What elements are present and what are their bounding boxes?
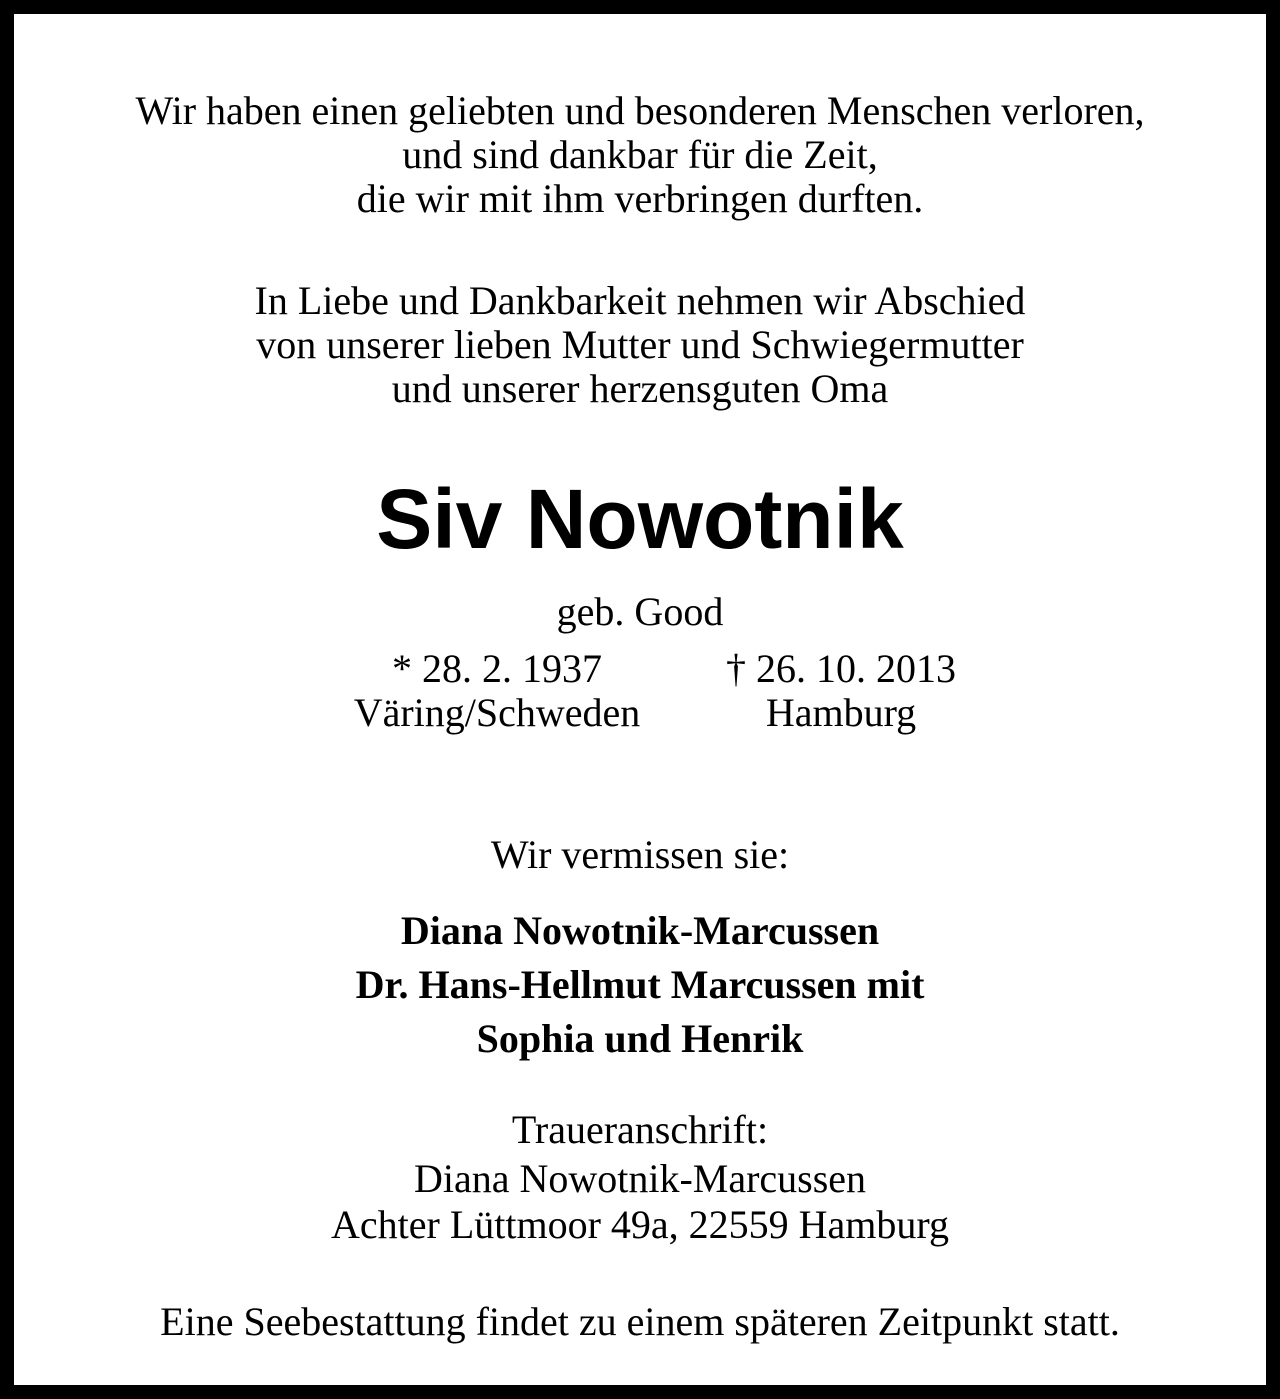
farewell-line: und unserer herzensguten Oma [391, 366, 889, 411]
death-info [631, 647, 1051, 735]
birth-date: * 28. 2. 1937 [392, 646, 602, 691]
mourners-heading: Wir vermissen sie: [490, 832, 790, 877]
mourner-line: Sophia und Henrik [476, 1016, 804, 1061]
burial-note: Eine Seebestattung findet zu einem späteren Zeitpunkt statt. [160, 1299, 1120, 1344]
intro-line: und sind dankbar für die Zeit, [402, 132, 878, 177]
intro-line: Wir haben einen geliebten und besonderen Menschen verloren, [135, 88, 1145, 133]
life-dates [14, 647, 1266, 747]
farewell-line: von unserer lieben Mutter und Schwiegermutter [256, 322, 1024, 367]
mourning-address [14, 1104, 1266, 1248]
address-heading: Traueranschrift: [511, 1107, 769, 1152]
death-date: † 26. 10. 2013 [726, 646, 956, 691]
death-place: Hamburg [765, 690, 917, 735]
mourners-list [14, 904, 1266, 1066]
deceased-name: Siv Nowotnik [376, 472, 904, 566]
intro-line: die wir mit ihm verbringen durften. [356, 176, 924, 221]
address-name: Diana Nowotnik-Marcussen [413, 1156, 867, 1201]
birth-name: geb. Good [556, 589, 724, 634]
mourner-line: Dr. Hans-Hellmut Marcussen mit [355, 962, 925, 1007]
obituary-notice [14, 14, 1266, 1385]
intro-text [14, 89, 1266, 221]
mourner-line: Diana Nowotnik-Marcussen [400, 908, 880, 953]
address-street: Achter Lüttmoor 49a, 22559 Hamburg [330, 1202, 950, 1247]
birth-place: Väring/Schweden [353, 690, 641, 735]
farewell-line: In Liebe und Dankbarkeit nehmen wir Abschied [254, 278, 1026, 323]
farewell-text [14, 279, 1266, 411]
